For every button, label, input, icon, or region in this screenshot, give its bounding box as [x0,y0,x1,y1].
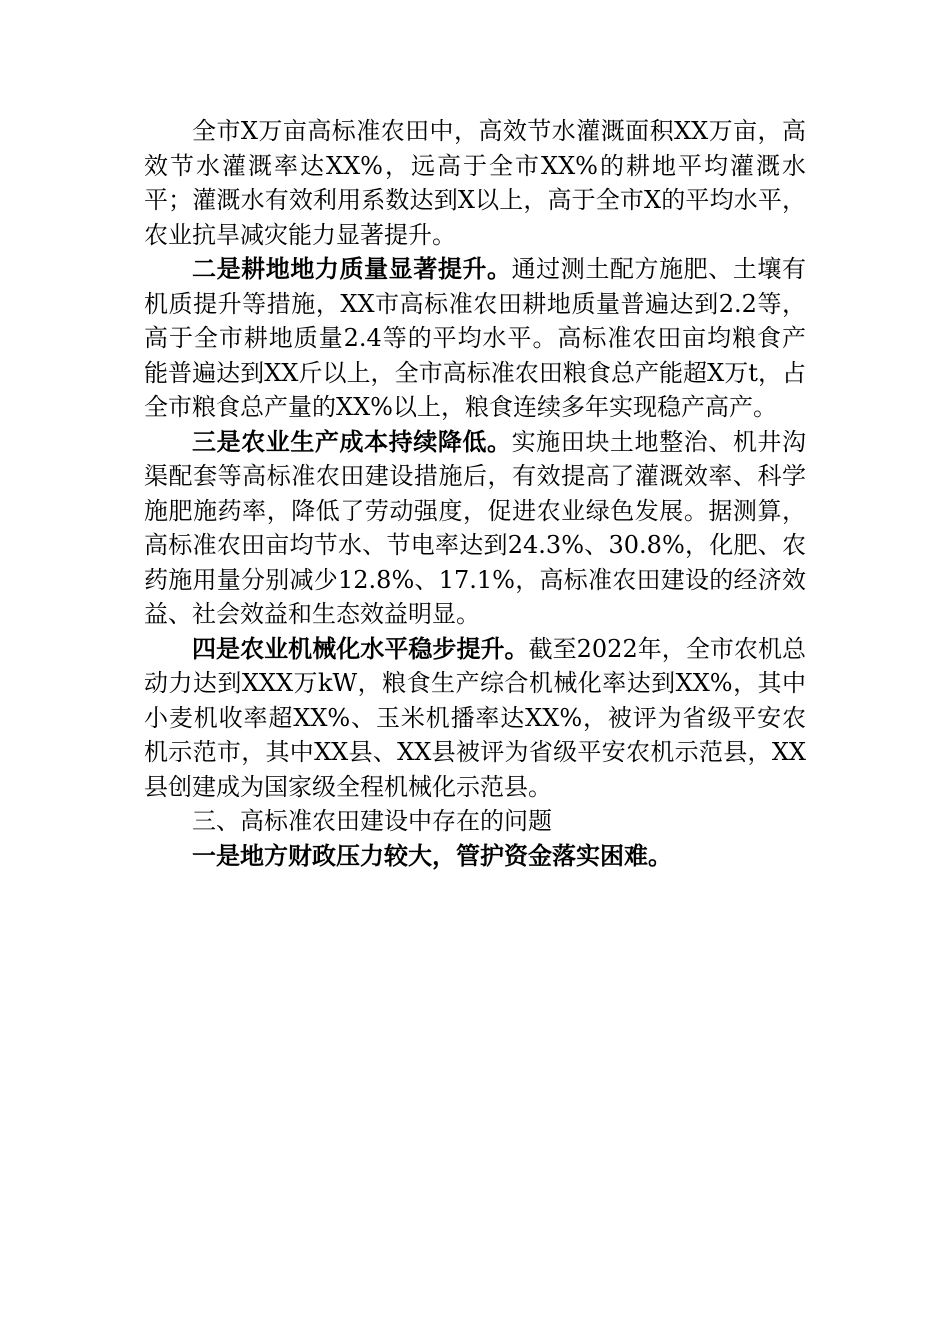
problem-lead-line: 一是地方财政压力较大，管护资金落实困难。 [192,841,672,870]
paragraph-soil-quality [144,252,806,425]
paragraph-text: 全市X万亩高标准农田中，高效节水灌溉面积XX万亩，高效节水灌溉率达XX%，远高于全市XX%的耕地平均灌溉水平；灌溉水有效利用系数达到X以上，高于全市X的平均水平，农业抗旱减灾能力显著提升。 [144,117,806,249]
paragraph-text: 实施田块土地整治、机井沟渠配套等高标准农田建设措施后，有效提高了灌溉效率、科学施肥施药率，降低了劳动强度，促进农业绿色发展。据测算，高标准农田亩均节水、节电率达到24.3%、30.8%，化肥、农药施用量分别减少12.8%、17.1%，高标准农田建设的经济效益、社会效益和生态效益明显。 [144,427,807,628]
paragraph-production-cost [144,425,806,632]
paragraph-lead: 三是农业生产成本持续降低。 [192,427,512,456]
paragraph-text: 通过测土配方施肥、土壤有机质提升等措施，XX市高标准农田耕地质量普遍达到2.2等，高于全市耕地质量2.4等的平均水平。高标准农田亩均粮食产能普遍达到XX斤以上，全市高标准农田粮食总产能超X万t，占全市粮食总产量的XX%以上，粮食连续多年实现稳产高产。 [144,255,807,421]
paragraph-lead: 四是农业机械化水平稳步提升。 [192,634,529,663]
paragraph-text: 截至2022年，全市农机总动力达到XXX万kW，粮食生产综合机械化率达到XX%，其中小麦机收率超XX%、玉米机播率达XX%，被评为省级平安农机示范市，其中XX县、XX县被评为省级平安农机示范县，XX县创建成为国家级全程机械化示范县。 [144,634,807,801]
document-body [144,114,806,873]
section-heading: 三、高标准农田建设中存在的问题 [192,807,552,835]
paragraph-lead: 二是耕地地力质量显著提升。 [192,255,512,283]
paragraph-mechanization [144,632,806,805]
paragraph-irrigation [144,114,806,252]
